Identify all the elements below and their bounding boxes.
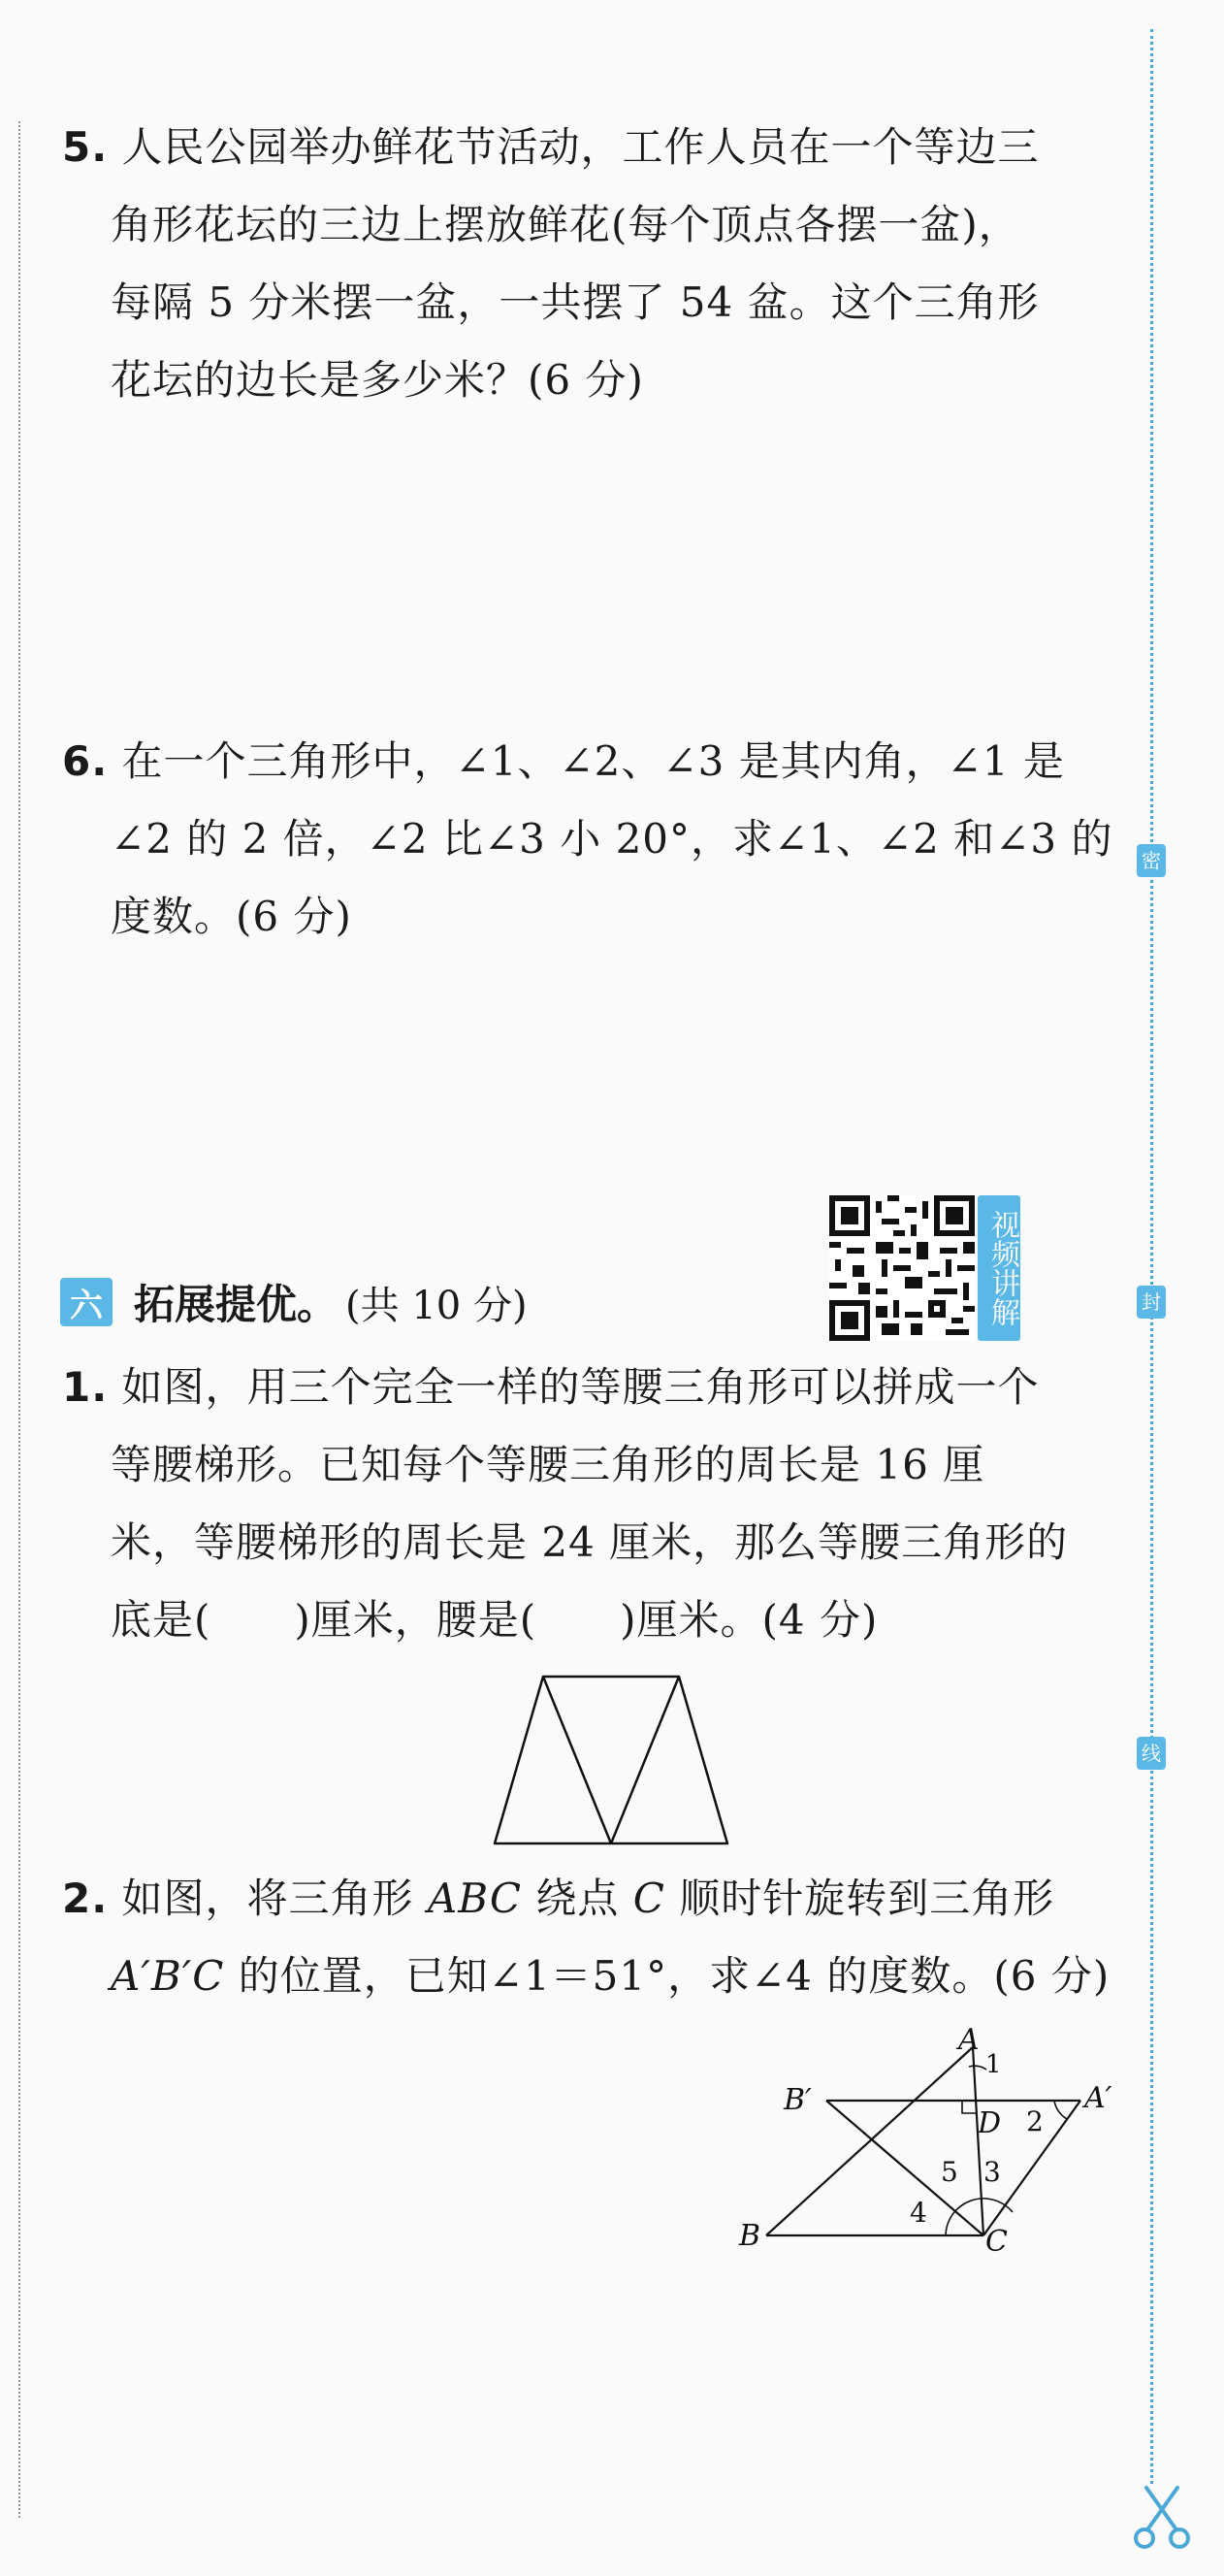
- label-A: A: [958, 2023, 980, 2057]
- angle-1-arc: [969, 2066, 986, 2070]
- question-text: 如图，用三个完全一样的等腰三角形可以拼成一个: [121, 1363, 1040, 1411]
- video-explanation-label: 视频讲解: [978, 1195, 1020, 1341]
- question-6: [62, 723, 1119, 956]
- segment-AC: [973, 2047, 983, 2235]
- label-A-prime: A′: [1084, 2081, 1112, 2115]
- section-score: (共 10 分): [345, 1283, 528, 1328]
- qr-code[interactable]: [829, 1195, 975, 1341]
- label-angle-3: 3: [983, 2156, 1001, 2188]
- math-label: A′B′C: [111, 1952, 225, 2000]
- question-text: 的位置，已知∠1＝51°，求∠4 的度数。(6 分): [224, 1952, 1111, 2000]
- question-text: ∠2 的 2 倍，∠2 比∠3 小 20°，求∠1、∠2 和∠3 的: [111, 815, 1113, 863]
- section-badge: 六: [60, 1278, 113, 1326]
- left-binding-line: [18, 121, 20, 2518]
- segment-BA: [766, 2047, 973, 2235]
- angle-2-arc: [1054, 2101, 1067, 2119]
- question-number: 2.: [62, 1875, 109, 1922]
- question-text: 每隔 5 分米摆一盆，一共摆了 54 盆。这个三角形: [111, 278, 1040, 326]
- inner-edge: [543, 1677, 611, 1843]
- label-angle-4: 4: [910, 2197, 927, 2229]
- label-angle-2: 2: [1026, 2105, 1044, 2137]
- trapezoid-figure: [490, 1669, 732, 1848]
- inner-edge: [611, 1677, 679, 1843]
- question-text: 绕点: [522, 1875, 633, 1922]
- side-tag-feng: 封: [1137, 1286, 1166, 1319]
- question-text: 如图，将三角形: [121, 1875, 428, 1922]
- label-D: D: [978, 2106, 1002, 2140]
- label-B-prime: B′: [784, 2083, 812, 2117]
- scissors-icon: [1133, 2484, 1191, 2552]
- math-label: ABC: [427, 1875, 523, 1922]
- question-text: 在一个三角形中，∠1、∠2、∠3 是其内角，∠1 是: [121, 737, 1065, 785]
- math-label: C: [632, 1875, 665, 1922]
- question-text: 等腰梯形。已知每个等腰三角形的周长是 16 厘: [111, 1441, 985, 1488]
- question-text: 花坛的边长是多少米？(6 分): [111, 356, 644, 404]
- question-text: 顺时针旋转到三角形: [664, 1875, 1055, 1922]
- side-tag-xian: 线: [1137, 1737, 1166, 1770]
- problem-2: [62, 1860, 1119, 2015]
- trapezoid-outline: [495, 1677, 727, 1843]
- question-text: 度数。(6 分): [111, 893, 352, 940]
- label-C: C: [985, 2225, 1008, 2259]
- cut-line: [1150, 29, 1153, 2484]
- rotation-figure: [718, 2018, 1144, 2261]
- question-number: 5.: [62, 123, 109, 171]
- right-angle-mark: [962, 2101, 977, 2113]
- segment-B'C: [826, 2101, 983, 2235]
- question-number: 1.: [62, 1363, 109, 1411]
- question-text: 底是( )厘米，腰是( )厘米。(4 分): [111, 1596, 879, 1644]
- label-B: B: [739, 2219, 761, 2253]
- question-text: 角形花坛的三边上摆放鲜花(每个顶点各摆一盆)，: [111, 201, 1020, 248]
- section-title: 拓展提优。: [134, 1281, 338, 1328]
- question-text: 人民公园举办鲜花节活动，工作人员在一个等边三: [121, 123, 1040, 171]
- problem-1: [62, 1349, 1119, 1659]
- question-text: 米，等腰梯形的周长是 24 厘米，那么等腰三角形的: [111, 1518, 1069, 1566]
- side-tag-mi: 密: [1137, 844, 1166, 877]
- label-angle-1: 1: [985, 2050, 1002, 2079]
- question-number: 6.: [62, 737, 109, 785]
- question-5: [62, 109, 1119, 419]
- section-6-header: [60, 1273, 528, 1331]
- label-angle-5: 5: [941, 2156, 958, 2188]
